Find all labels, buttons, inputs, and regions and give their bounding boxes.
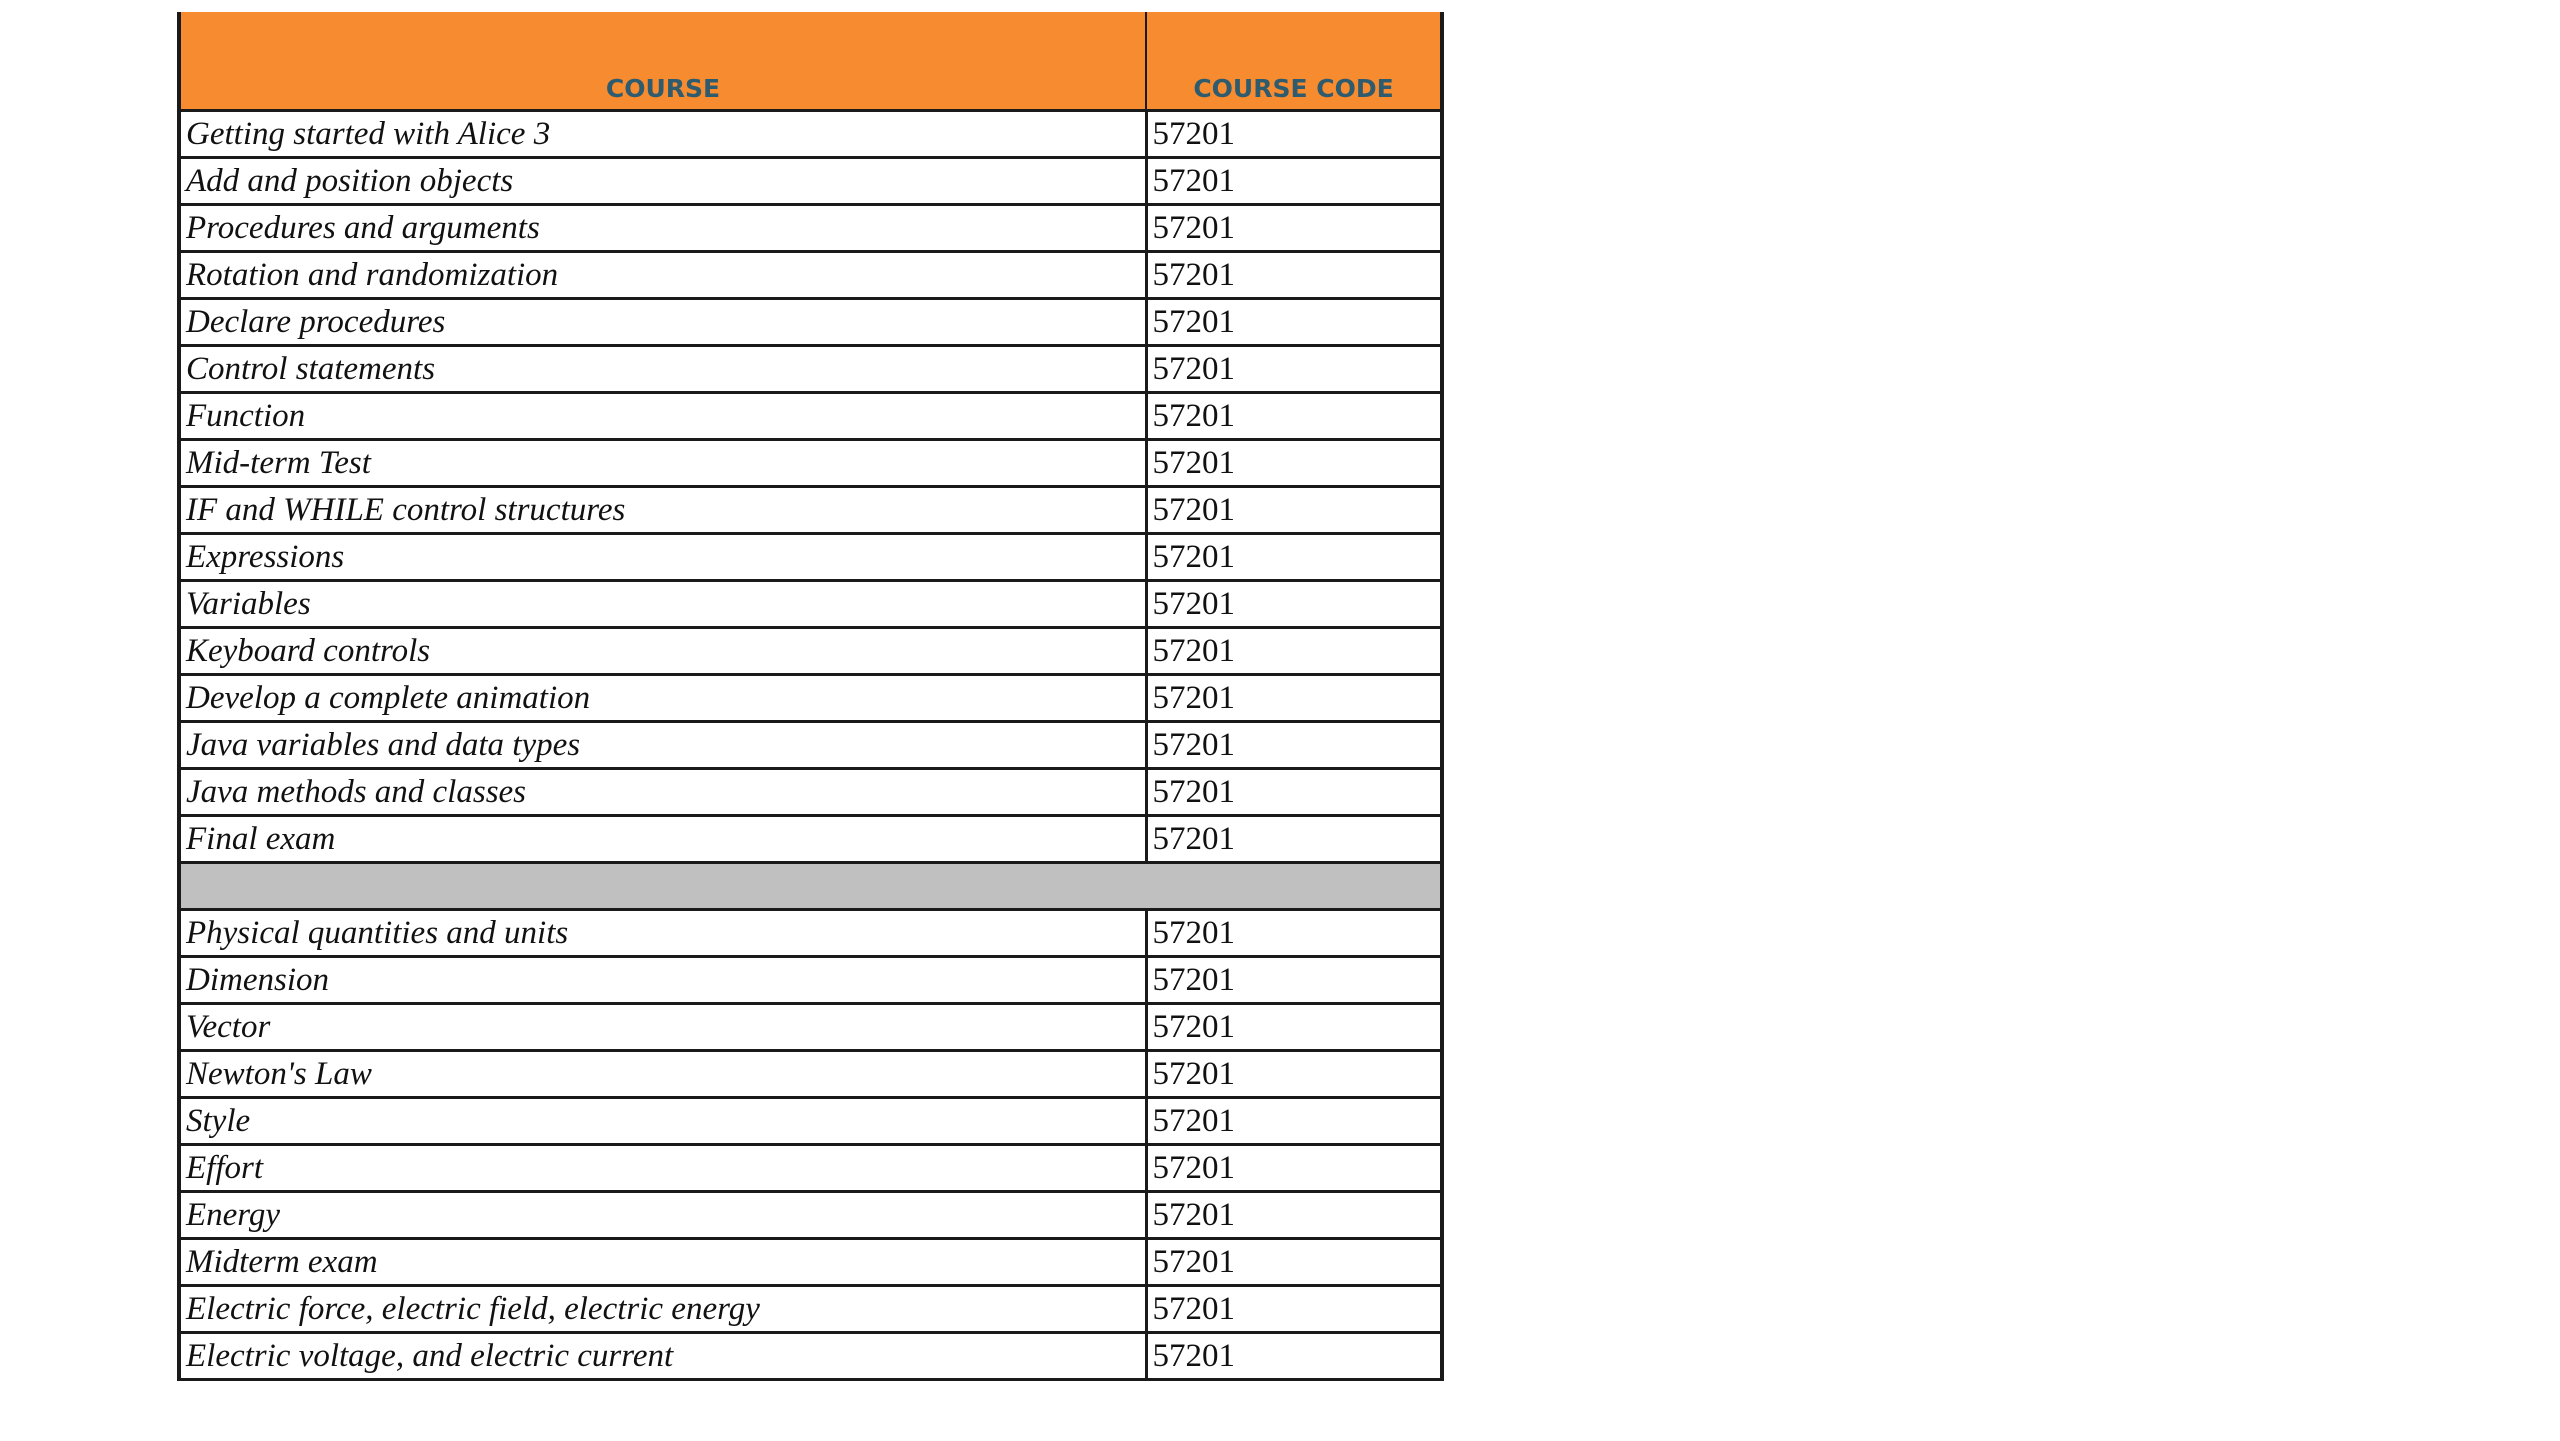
course-name-cell: Dimension xyxy=(179,957,1146,1004)
course-code-cell: 57201 xyxy=(1146,1145,1442,1192)
course-name-cell: Electric force, electric field, electric energy xyxy=(179,1286,1146,1333)
course-name-cell: Develop a complete animation xyxy=(179,675,1146,722)
course-code-cell: 57201 xyxy=(1146,252,1442,299)
course-name-cell: Function xyxy=(179,393,1146,440)
header-course-code: COURSE CODE xyxy=(1146,12,1442,111)
table-row xyxy=(179,158,1442,205)
course-name-cell: Electric voltage, and electric current xyxy=(179,1333,1146,1380)
table-body xyxy=(179,111,1442,1380)
course-name-cell: Midterm exam xyxy=(179,1239,1146,1286)
course-code-cell: 57201 xyxy=(1146,205,1442,252)
course-code-cell: 57201 xyxy=(1146,440,1442,487)
course-name-cell: Getting started with Alice 3 xyxy=(179,111,1146,158)
course-code-cell: 57201 xyxy=(1146,1051,1442,1098)
table-row xyxy=(179,769,1442,816)
course-code-cell: 57201 xyxy=(1146,1286,1442,1333)
table-row xyxy=(179,205,1442,252)
table-row xyxy=(179,675,1442,722)
table-row xyxy=(179,346,1442,393)
course-name-cell: Vector xyxy=(179,1004,1146,1051)
table-row xyxy=(179,957,1442,1004)
course-code-cell: 57201 xyxy=(1146,769,1442,816)
course-name-cell: Java variables and data types xyxy=(179,722,1146,769)
course-code-cell: 57201 xyxy=(1146,816,1442,863)
course-name-cell: Rotation and randomization xyxy=(179,252,1146,299)
course-name-cell: Control statements xyxy=(179,346,1146,393)
course-name-cell: Variables xyxy=(179,581,1146,628)
course-code-cell: 57201 xyxy=(1146,722,1442,769)
table-row xyxy=(179,1239,1442,1286)
table-row xyxy=(179,299,1442,346)
course-code-cell: 57201 xyxy=(1146,1098,1442,1145)
course-name-cell: Add and position objects xyxy=(179,158,1146,205)
table-row xyxy=(179,393,1442,440)
table-row xyxy=(179,628,1442,675)
course-code-cell: 57201 xyxy=(1146,910,1442,957)
table-row xyxy=(179,722,1442,769)
course-name-cell: Mid-term Test xyxy=(179,440,1146,487)
course-name-cell: Effort xyxy=(179,1145,1146,1192)
course-code-cell: 57201 xyxy=(1146,1333,1442,1380)
table-row xyxy=(179,1051,1442,1098)
header-course: COURSE xyxy=(179,12,1146,111)
course-name-cell: Physical quantities and units xyxy=(179,910,1146,957)
table-row xyxy=(179,252,1442,299)
course-code-cell: 57201 xyxy=(1146,487,1442,534)
table-row xyxy=(179,1286,1442,1333)
course-name-cell: Expressions xyxy=(179,534,1146,581)
course-code-cell: 57201 xyxy=(1146,346,1442,393)
group-separator-row xyxy=(179,863,1442,910)
course-table xyxy=(177,12,1444,1381)
course-name-cell: Keyboard controls xyxy=(179,628,1146,675)
course-code-cell: 57201 xyxy=(1146,299,1442,346)
course-code-cell: 57201 xyxy=(1146,1192,1442,1239)
table-row xyxy=(179,1098,1442,1145)
course-name-cell: Energy xyxy=(179,1192,1146,1239)
table-row xyxy=(179,1192,1442,1239)
course-code-cell: 57201 xyxy=(1146,628,1442,675)
table-header-row xyxy=(179,12,1442,111)
course-code-cell: 57201 xyxy=(1146,1004,1442,1051)
group-separator-cell xyxy=(179,863,1442,910)
table-row xyxy=(179,581,1442,628)
table-row xyxy=(179,440,1442,487)
course-code-cell: 57201 xyxy=(1146,534,1442,581)
table-row xyxy=(179,534,1442,581)
table-row xyxy=(179,111,1442,158)
table-row xyxy=(179,1145,1442,1192)
table-row xyxy=(179,1004,1442,1051)
course-code-cell: 57201 xyxy=(1146,675,1442,722)
course-code-cell: 57201 xyxy=(1146,581,1442,628)
course-code-cell: 57201 xyxy=(1146,158,1442,205)
table-row xyxy=(179,487,1442,534)
course-name-cell: Style xyxy=(179,1098,1146,1145)
course-code-cell: 57201 xyxy=(1146,393,1442,440)
course-name-cell: Java methods and classes xyxy=(179,769,1146,816)
course-name-cell: Newton's Law xyxy=(179,1051,1146,1098)
table-row xyxy=(179,910,1442,957)
table-row xyxy=(179,816,1442,863)
course-code-cell: 57201 xyxy=(1146,111,1442,158)
course-name-cell: Final exam xyxy=(179,816,1146,863)
course-code-cell: 57201 xyxy=(1146,957,1442,1004)
course-code-cell: 57201 xyxy=(1146,1239,1442,1286)
course-name-cell: Declare procedures xyxy=(179,299,1146,346)
course-name-cell: IF and WHILE control structures xyxy=(179,487,1146,534)
table-row xyxy=(179,1333,1442,1380)
course-name-cell: Procedures and arguments xyxy=(179,205,1146,252)
